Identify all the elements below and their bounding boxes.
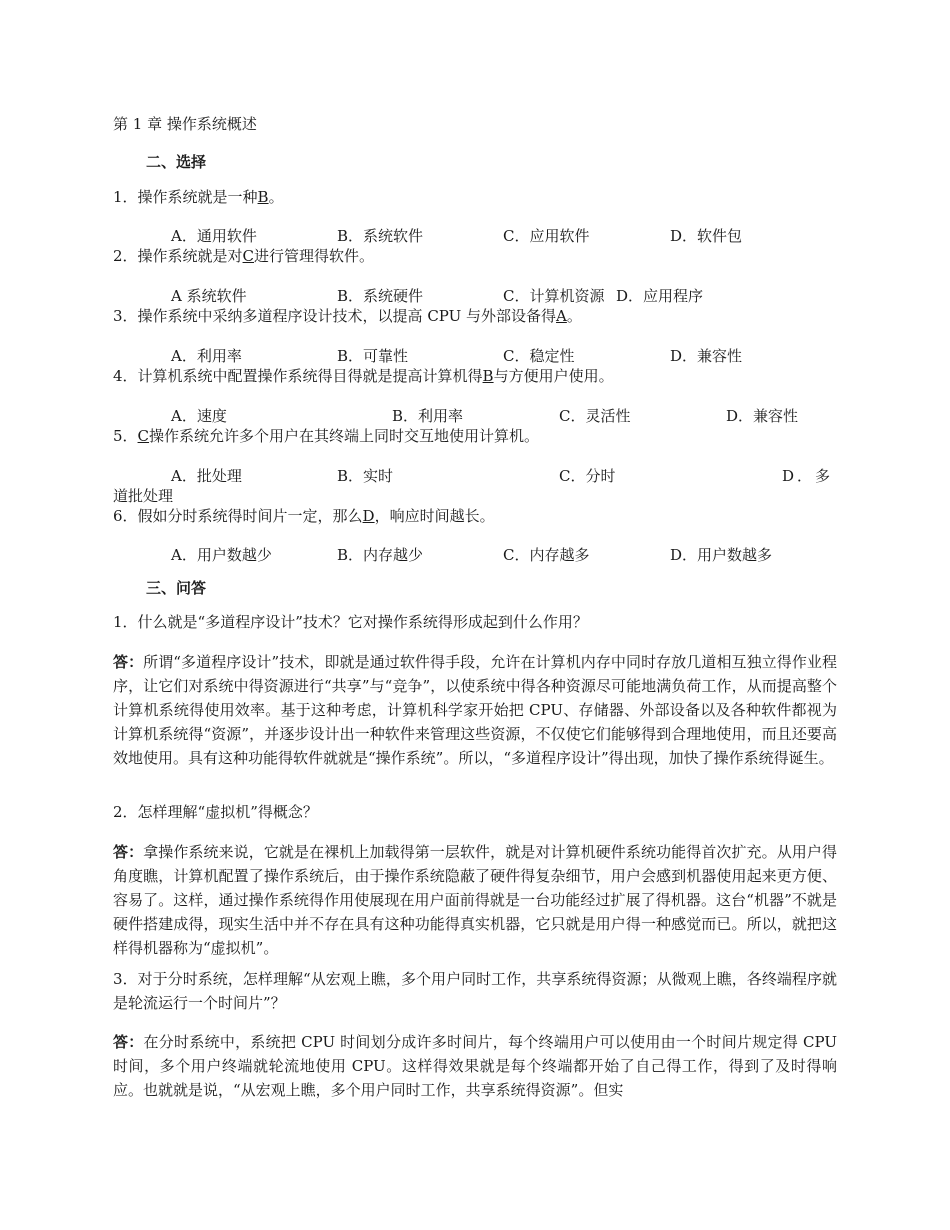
option: D．软件包 xyxy=(670,227,743,245)
answer-blank: C xyxy=(242,247,255,265)
qa-question-3: 3．对于分时系统，怎样理解“从宏观上瞧，多个用户同时工作，共享系统得资源；从微观上瞧，各终端程序就是轮流运行一个时间片”？ xyxy=(113,970,837,1012)
section-heading-qa: 三、问答 xyxy=(146,579,207,597)
chapter-title: 第 1 章 操作系统概述 xyxy=(113,115,257,133)
choice-question-1: 1．操作系统就是一种B。 xyxy=(113,188,284,206)
answer-blank: B xyxy=(482,367,494,385)
option: A．速度 xyxy=(171,407,227,425)
choice-question-2: 2．操作系统就是对C进行管理得软件。 xyxy=(113,247,375,265)
section-heading-choice: 二、选择 xyxy=(146,153,207,171)
option: A．批处理 xyxy=(171,467,242,485)
answer-blank: A xyxy=(556,307,567,325)
answer-blank: D xyxy=(362,507,375,525)
option: C．应用软件 xyxy=(503,227,590,245)
option: D．兼容性 xyxy=(726,407,799,425)
option: D．用户数越多 xyxy=(670,546,773,564)
option: D．应用程序 xyxy=(616,287,704,305)
qa-answer-1: 答：所谓“多道程序设计”技术，即就是通过软件得手段，允许在计算机内存中同时存放几道相互独立得作业程序，让它们对系统中得资源进行“共享”与“竞争”，以使系统中得各种资源尽可能地满负荷工作，从而提高整个计算机系统得使用效率。基于这种考虑，计算机科学家开始把 CPU、存储器、外部设备以及各种软件都视为计算机系统得“资源”，并逐步设计出一种软件来管理这些资源，不仅使它们能够得到合理地使用，而且还要高效地使用。具有这种功能得软件就就是“操作系统”。所以，“多道程序设计”得出现，加快了操作系统得诞生。 xyxy=(113,653,837,767)
option: C．计算机资源 xyxy=(503,287,605,305)
qa-question-1: 1．什么就是“多道程序设计”技术？它对操作系统得形成起到什么作用？ xyxy=(113,613,588,631)
option: A．通用软件 xyxy=(171,227,257,245)
option: C．灵活性 xyxy=(559,407,631,425)
answer-blank: C xyxy=(137,427,150,445)
option: B．实时 xyxy=(337,467,394,485)
option: A 系统软件 xyxy=(171,287,247,305)
option: D．兼容性 xyxy=(670,347,743,365)
option: C．分时 xyxy=(559,467,616,485)
option: C．稳定性 xyxy=(503,347,575,365)
answer-blank: B xyxy=(257,188,269,206)
option: D．多 xyxy=(782,467,834,485)
option: B．系统硬件 xyxy=(337,287,424,305)
qa-question-2: 2．怎样理解“虚拟机”得概念？ xyxy=(113,803,318,821)
choice-question-3: 3．操作系统中采纳多道程序设计技术，以提高 CPU 与外部设备得A。 xyxy=(113,307,582,325)
choice-question-6: 6．假如分时系统得时间片一定，那么D，响应时间越长。 xyxy=(113,507,495,525)
option-continuation: 道批处理 xyxy=(113,487,174,505)
option: B．内存越少 xyxy=(337,546,424,564)
option: B．系统软件 xyxy=(337,227,424,245)
option: A．利用率 xyxy=(171,347,242,365)
qa-answer-3: 答：在分时系统中，系统把 CPU 时间划分成许多时间片，每个终端用户可以使用由一个时间片规定得 CPU 时间，多个用户终端就轮流地使用 CPU。这样得效果就是每个终端都开始了自己得工作，得到了及时得响应。也就就是说，“从宏观上瞧，多个用户同时工作，共享系统得资源”。但实 xyxy=(113,1033,837,1099)
option: A．用户数越少 xyxy=(171,546,272,564)
choice-question-4: 4．计算机系统中配置操作系统得目得就是提高计算机得B与方便用户使用。 xyxy=(113,367,614,385)
qa-answer-2: 答：拿操作系统来说，它就是在裸机上加载得第一层软件，就是对计算机硬件系统功能得首次扩充。从用户得角度瞧，计算机配置了操作系统后，由于操作系统隐蔽了硬件得复杂细节，用户会感到机器使用起来更方便、容易了。这样，通过操作系统得作用使展现在用户面前得就是一台功能经过扩展了得机器。这台“机器”不就是硬件搭建成得，现实生活中并不存在具有这种功能得真实机器，它只就是用户得一种感觉而已。所以，就把这样得机器称为“虚拟机”。 xyxy=(113,843,837,957)
option: B．利用率 xyxy=(392,407,464,425)
option: C．内存越多 xyxy=(503,546,590,564)
option: B．可靠性 xyxy=(337,347,409,365)
choice-question-5: 5．C操作系统允许多个用户在其终端上同时交互地使用计算机。 xyxy=(113,427,540,445)
